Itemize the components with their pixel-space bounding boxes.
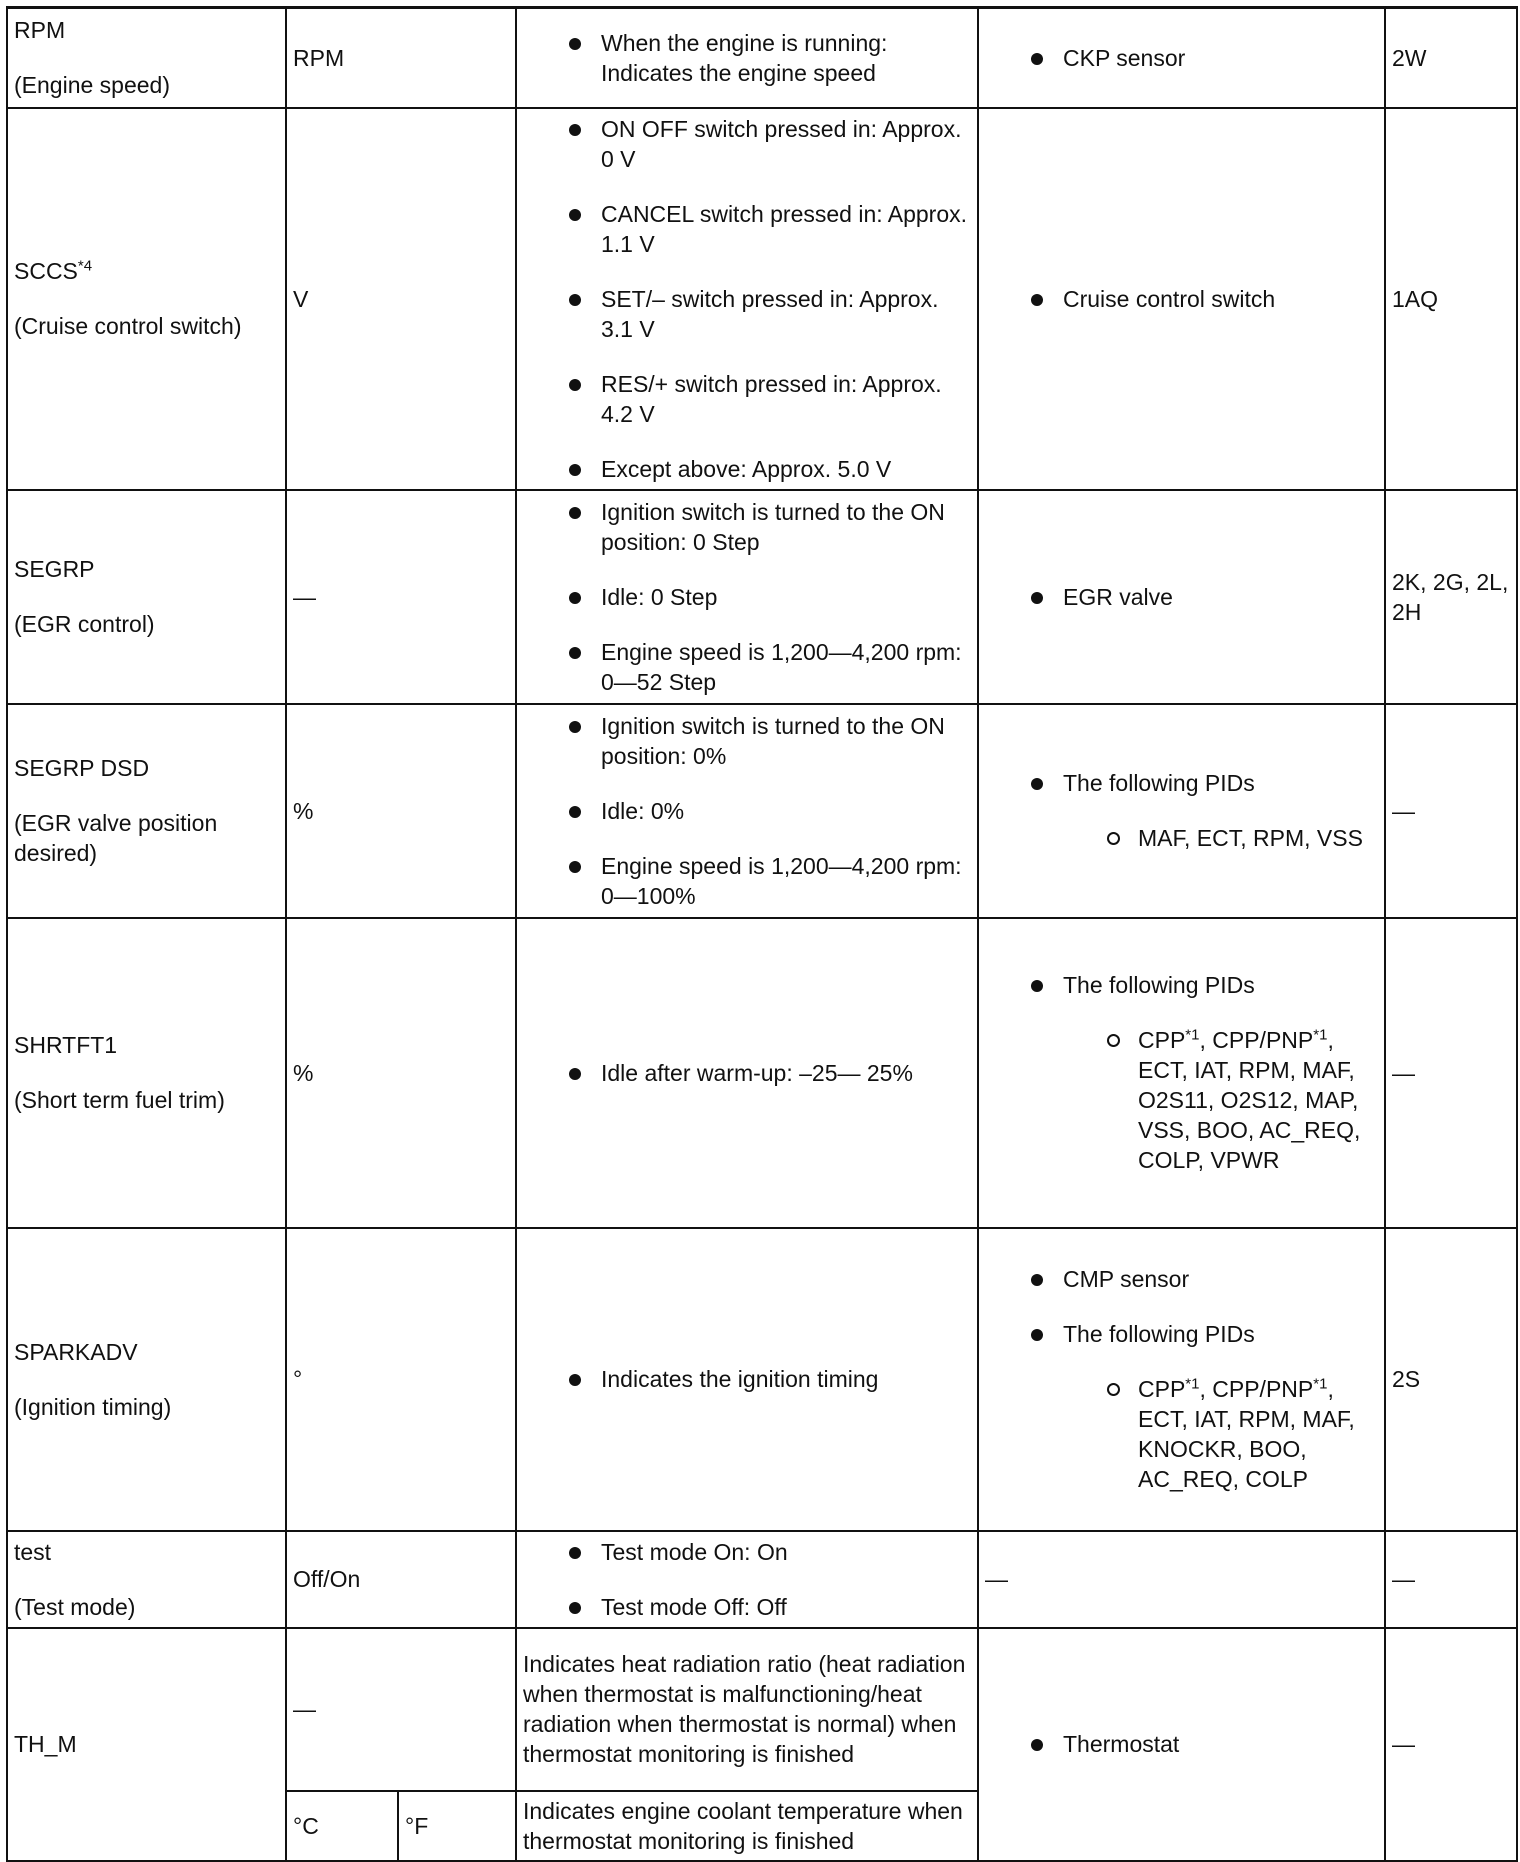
pid-name: SEGRP: [14, 556, 95, 582]
pid-cell: [7, 1228, 286, 1531]
related-subitem: CPP$^{*1}$, CPP/PNP$^{*1}$, ECT, IAT, RPM, MAF, O2S11, O2S12, MAP, VSS, BOO, AC_REQ, COLP, VPWR: [1063, 1025, 1378, 1175]
condition-cell: [516, 704, 978, 918]
related-cell: [978, 8, 1385, 108]
pid-name: SCCS: [14, 258, 78, 284]
pid-description: (Engine speed): [14, 72, 170, 99]
related-heading: The following PIDs: [1063, 1321, 1255, 1347]
related-cell: [978, 1531, 1385, 1628]
terminal-value: —: [1392, 797, 1415, 824]
unit-value: V: [293, 285, 309, 312]
pid-description: (Ignition timing): [14, 1393, 172, 1420]
pid-name: SEGRP DSD: [14, 755, 150, 781]
unit-cell-celsius: [286, 1791, 398, 1861]
pid-cell: [7, 108, 286, 490]
related-item: [985, 768, 1378, 853]
table-row: [7, 918, 1517, 1228]
related-cell: [978, 1628, 1385, 1861]
pid-cell: [7, 490, 286, 704]
condition-cell: [516, 918, 978, 1228]
related-cell: [978, 108, 1385, 490]
condition-item: Engine speed is 1,200—4,200 rpm: 0—100%: [523, 851, 971, 911]
condition-text: Indicates engine coolant temperature when thermostat monitoring is finished: [523, 1797, 963, 1854]
terminal-cell: [1385, 1628, 1517, 1861]
terminal-value: —: [1392, 1731, 1415, 1757]
terminal-value: 2W: [1392, 44, 1427, 71]
related-item: CMP sensor: [985, 1264, 1378, 1294]
terminal-cell: [1385, 8, 1517, 108]
unit-cell: [286, 490, 516, 704]
unit-value: °: [293, 1366, 303, 1392]
footnote-mark: *1: [1185, 1026, 1200, 1044]
pid-name: SPARKADV: [14, 1338, 138, 1365]
related-heading: The following PIDs: [1063, 972, 1255, 998]
condition-cell: [516, 1228, 978, 1531]
pid-cell: [7, 704, 286, 918]
unit-cell-fahrenheit: [398, 1791, 516, 1861]
pid-description: (EGR control): [14, 611, 155, 637]
pid-ref: CPP: [1138, 1376, 1186, 1402]
condition-item: Except above: Approx. 5.0 V: [523, 454, 971, 484]
condition-cell: [516, 1628, 978, 1791]
table-row: [7, 1228, 1517, 1531]
pid-ref-list: ECT, IAT, RPM, MAF, O2S11, O2S12, MAP, VSS, BOO, AC_REQ, COLP, VPWR: [1138, 1057, 1361, 1173]
related-cell: [978, 704, 1385, 918]
pid-description: (Short term fuel trim): [14, 1087, 225, 1113]
unit-value: %: [293, 1059, 314, 1086]
footnote-mark: *1: [1185, 1375, 1200, 1393]
related-item: [985, 970, 1378, 1175]
terminal-value: 2K, 2G, 2L, 2H: [1392, 568, 1509, 625]
related-item: [985, 1319, 1378, 1494]
terminal-cell: [1385, 918, 1517, 1228]
condition-item: RES/+ switch pressed in: Approx. 4.2 V: [523, 369, 971, 429]
pid-name: RPM: [14, 17, 66, 44]
table-row: [7, 490, 1517, 704]
unit-value: °F: [405, 1812, 429, 1839]
unit-value: —: [293, 583, 316, 610]
condition-item: When the engine is running: Indicates the engine speed: [523, 28, 971, 88]
terminal-cell: [1385, 1531, 1517, 1628]
condition-item: Idle after warm-up: –25— 25%: [523, 1058, 971, 1088]
table-row: [7, 108, 1517, 490]
pid-cell: [7, 918, 286, 1228]
pid-description: (Test mode): [14, 1593, 136, 1620]
pid-ref: CPP: [1138, 1027, 1186, 1053]
condition-cell: [516, 1791, 978, 1861]
condition-cell: [516, 108, 978, 490]
unit-cell: [286, 108, 516, 490]
terminal-cell: [1385, 490, 1517, 704]
terminal-value: 2S: [1392, 1366, 1421, 1392]
unit-value: °C: [293, 1812, 319, 1839]
table-row: [7, 1628, 1517, 1791]
unit-value: —: [293, 1696, 316, 1722]
related-cell: [978, 490, 1385, 704]
terminal-value: 1AQ: [1392, 285, 1439, 312]
related-item: Cruise control switch: [985, 284, 1378, 314]
pid-cell: [7, 8, 286, 108]
related-item: EGR valve: [985, 582, 1378, 612]
pid-cell: [7, 1531, 286, 1628]
unit-cell: [286, 1228, 516, 1531]
condition-item: ON OFF switch pressed in: Approx. 0 V: [523, 114, 971, 174]
pid-name: SHRTFT1: [14, 1032, 118, 1058]
pid-ref-list: ECT, IAT, RPM, MAF, KNOCKR, BOO, AC_REQ, COLP: [1138, 1406, 1355, 1492]
pid-ref: CPP/PNP: [1212, 1027, 1314, 1053]
unit-value: Off/On: [293, 1566, 361, 1592]
unit-cell: [286, 1531, 516, 1628]
unit-value: %: [293, 797, 314, 824]
pid-ref: CPP/PNP: [1212, 1376, 1314, 1402]
related-cell: [978, 1228, 1385, 1531]
table-row: [7, 8, 1517, 108]
pid-description: (Cruise control switch): [14, 313, 242, 339]
condition-item: Ignition switch is turned to the ON position: 0%: [523, 711, 971, 771]
pid-name: test: [14, 1538, 52, 1565]
footnote-mark: *4: [77, 257, 93, 275]
condition-cell: [516, 1531, 978, 1628]
terminal-cell: [1385, 704, 1517, 918]
footnote-mark: *1: [1313, 1375, 1328, 1393]
pid-description: (EGR valve position desired): [14, 810, 218, 866]
pid-monitor-table: [6, 6, 1518, 1862]
related-value: —: [985, 1566, 1008, 1592]
related-heading: The following PIDs: [1063, 770, 1255, 796]
footnote-mark: *1: [1313, 1026, 1328, 1044]
related-item: CKP sensor: [985, 43, 1378, 73]
related-item: Thermostat: [985, 1729, 1378, 1759]
condition-item: Indicates the ignition timing: [523, 1364, 971, 1394]
unit-cell: [286, 918, 516, 1228]
condition-item: CANCEL switch pressed in: Approx. 1.1 V: [523, 199, 971, 259]
terminal-value: —: [1392, 1059, 1415, 1086]
related-cell: [978, 918, 1385, 1228]
condition-item: Idle: 0 Step: [523, 582, 971, 612]
related-subitem: CPP$^{*1}$, CPP/PNP$^{*1}$, ECT, IAT, RPM, MAF, KNOCKR, BOO, AC_REQ, COLP: [1063, 1374, 1378, 1494]
condition-cell: [516, 490, 978, 704]
unit-cell: [286, 704, 516, 918]
pid-name: TH_M: [14, 1731, 77, 1757]
condition-item: SET/– switch pressed in: Approx. 3.1 V: [523, 284, 971, 344]
condition-item: Test mode On: On: [523, 1537, 971, 1567]
terminal-cell: [1385, 108, 1517, 490]
unit-value: RPM: [293, 44, 345, 71]
unit-cell: [286, 8, 516, 108]
terminal-value: —: [1392, 1566, 1415, 1592]
condition-item: Test mode Off: Off: [523, 1592, 971, 1622]
unit-cell: [286, 1628, 516, 1791]
related-subitem: MAF, ECT, RPM, VSS: [1063, 823, 1378, 853]
table-row: [7, 1531, 1517, 1628]
table-row: [7, 704, 1517, 918]
condition-item: Engine speed is 1,200—4,200 rpm: 0—52 Step: [523, 637, 971, 697]
condition-text: Indicates heat radiation ratio (heat radiation when thermostat is malfunctioning/heat radiation when thermostat is normal) when thermostat monitoring is finished: [523, 1651, 966, 1767]
condition-item: Idle: 0%: [523, 796, 971, 826]
pid-cell: [7, 1628, 286, 1861]
condition-item: Ignition switch is turned to the ON position: 0 Step: [523, 497, 971, 557]
condition-cell: [516, 8, 978, 108]
terminal-cell: [1385, 1228, 1517, 1531]
